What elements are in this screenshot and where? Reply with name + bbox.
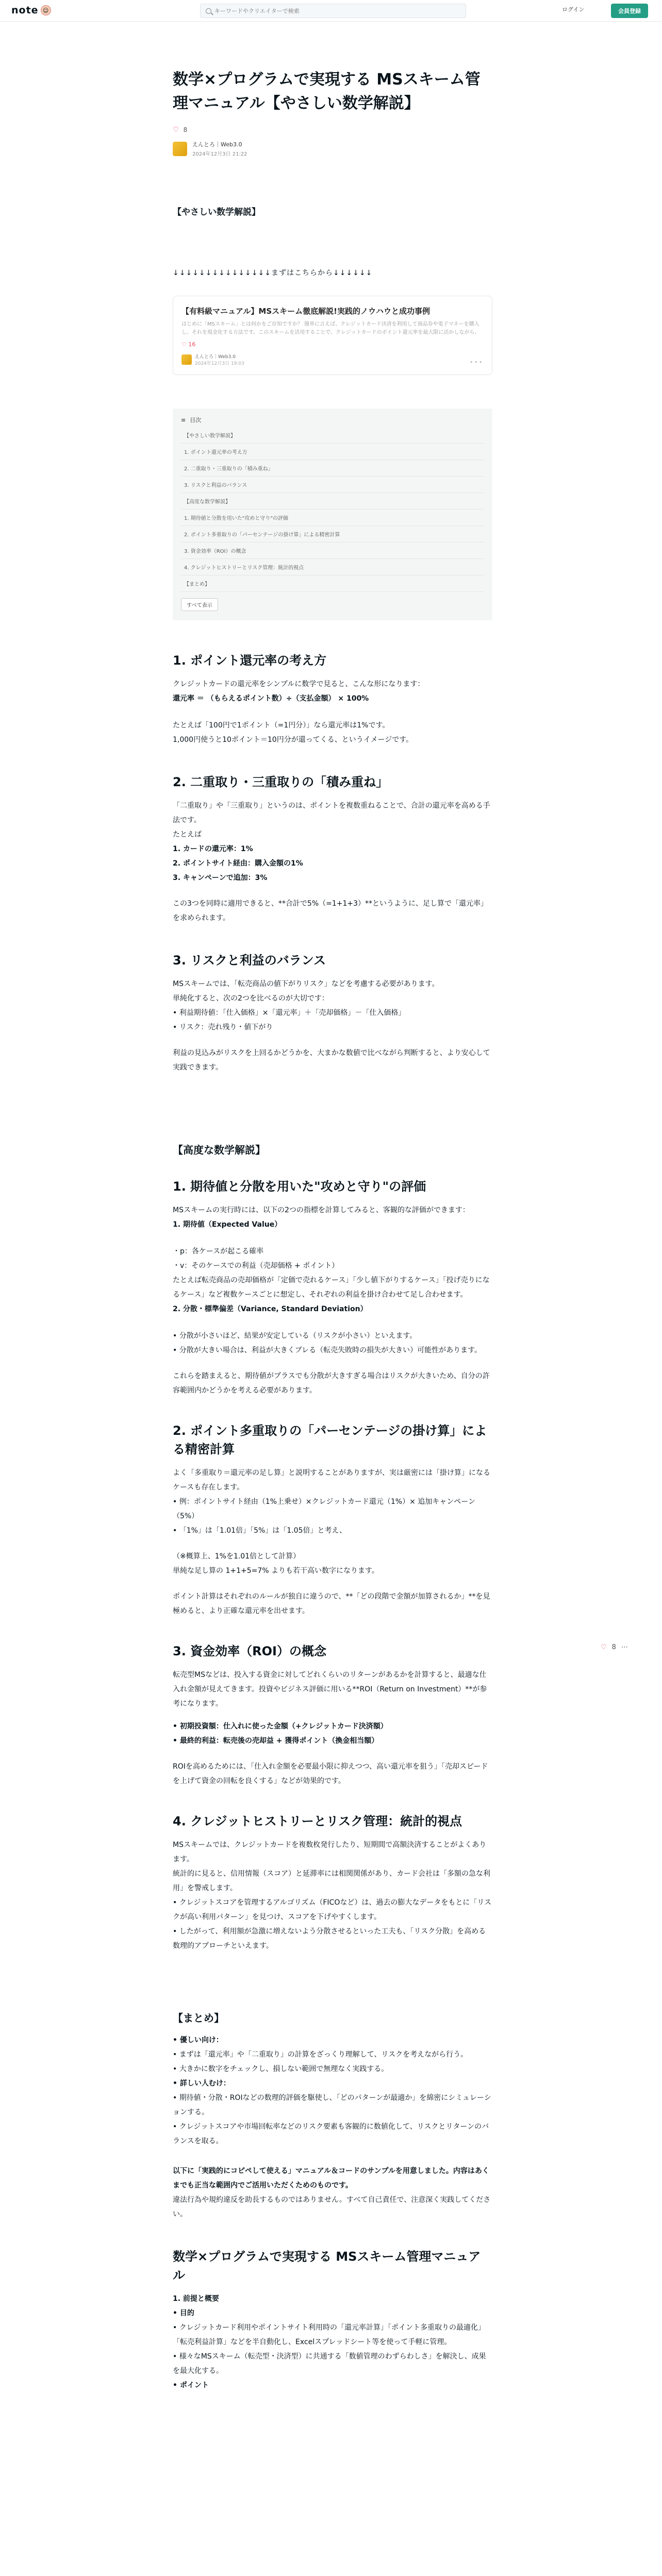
author-name[interactable]: えんとろ｜Web3.0	[192, 141, 242, 148]
paragraph: 違法行為や規約違反を助長するものではありません。すべて自己責任で、注意深く実践してください。	[173, 2196, 491, 2218]
list-item: • クレジットカード利用やポイントサイト利用時の「還元率計算」「ポイント多重取りの最適化」「転売利益計算」などを半自動化し、Excelスプレッドシート等を使って手軽に管理。	[173, 2324, 485, 2346]
signup-button[interactable]: 会員登録	[611, 4, 648, 18]
section-label: 【やさしい数学解説】	[173, 207, 260, 217]
list-item: 1. カードの還元率：1%	[173, 845, 253, 853]
more-icon[interactable]: •••	[470, 360, 484, 365]
paragraph: この3つを同時に適用できると、**合計で5%（=1+1+3）**というように、足し算で「還元率」を求められます。	[173, 900, 488, 922]
floating-action-rail	[601, 1643, 628, 1651]
search-box[interactable]	[200, 4, 466, 18]
section-label: 【まとめ】	[173, 2012, 224, 2024]
list-item: • 様々なMSスキーム（転売型・決済型）に共通する「数値管理のわずらわしさ」を解決し、成果を最大化する。	[173, 2352, 486, 2375]
list-item: • 例：ポイントサイト経由（1%上乗せ）×クレジットカード還元（1%）× 追加キャンペーン（5%）	[173, 1498, 476, 1520]
toc-item[interactable]: 1. ポイント還元率の考え方	[181, 444, 484, 460]
section-label: 【高度な数学解説】	[173, 1144, 266, 1156]
paragraph: たとえば転売商品の売却価格が「定価で売れるケース」「少し値下がりするケース」「投げ売りになるケース」など複数ケースごとに想定し、それぞれの利益を掛け合わせて足し合わせます。	[173, 1276, 490, 1299]
section-heading: 3. 資金効率（ROI）の概念	[173, 1644, 326, 1658]
paragraph: MSスキームの実行時には、以下の2つの指標を計算してみると、客観的な評価ができます：	[173, 1206, 470, 1214]
paragraph: MSスキームでは、「転売商品の値下がりリスク」などを考慮する必要があります。	[173, 980, 439, 988]
toc-item[interactable]: 3. 資金効率（ROI）の概念	[181, 543, 484, 559]
toc-item[interactable]: 1. 期待値と分散を用いた"攻めと守り"の評価	[181, 510, 484, 526]
paragraph: クレジットカードの還元率をシンプルに数学で見ると、こんな形になります：	[173, 680, 425, 688]
search-input[interactable]	[214, 8, 452, 14]
list-item: 2. ポイントサイト経由：購入金額の1%	[173, 859, 303, 868]
section-heading: 2. ポイント多重取りの「パーセンテージの掛け算」による精密計算	[173, 1423, 487, 1456]
embed-avatar	[181, 354, 192, 365]
subheading: 2. 分散・標準偏差（Variance, Standard Deviation）	[173, 1305, 368, 1313]
toc-item[interactable]: 2. 二重取り・三重取りの「積み重ね」	[181, 460, 484, 477]
toc-item[interactable]: 【高度な数学解説】	[181, 493, 484, 510]
author-block[interactable]	[173, 140, 492, 157]
toc-header	[181, 416, 484, 427]
paragraph: これらを踏まえると、期待値がプラスでも分散が大きすぎる場合はリスクが大きいため、自分の許容範囲内かどうかを考える必要があります。	[173, 1372, 490, 1395]
list-item: • クレジットスコアや市場回転率などのリスク要素も客観的に数値化して、リスクとリターンのバランスを取る。	[173, 2123, 489, 2145]
list-item: • 初期投資額：仕入れに使った金額（+クレジットカード決済額）	[173, 1722, 388, 1731]
section-heading: 3. リスクと利益のバランス	[173, 953, 326, 968]
paragraph: 統計的に見ると、信用情報（スコア）と延滞率には相関関係があり、カード会社は「多額の急な利用」を警戒します。	[173, 1870, 490, 1892]
section-heading: 4. クレジットヒストリーとリスク管理：統計的視点	[173, 1814, 462, 1828]
paragraph: ポイント計算はそれぞれのルールが独自に違うので、**「どの段階で金額が加算されるか」**を見極めると、より正確な還元率を出せます。	[173, 1592, 490, 1615]
logo-text: note	[11, 5, 39, 16]
heart-icon[interactable]: ♡	[601, 1643, 607, 1651]
paragraph: 単純な足し算の 1+1+5=7% よりも若干高い数字になります。	[173, 1567, 379, 1575]
paragraph: 1,000円使うと10ポイント＝10円分が還ってくる、というイメージです。	[173, 736, 413, 744]
list-item: • リスク：売れ残り・値下がり	[173, 1023, 273, 1031]
formula: 還元率 ＝ （もらえるポイント数）÷（支払金額） × 100%	[173, 694, 369, 703]
section-heading: 1. 期待値と分散を用いた"攻めと守り"の評価	[173, 1179, 426, 1194]
arrow-line: ↓↓↓↓↓↓↓↓↓↓↓↓↓↓↓まずはこちらから↓↓↓↓↓↓	[173, 269, 373, 277]
list-item: • 利益期待値：「仕入価格」×「還元率」＋「売却価格」－「仕入価格」	[173, 1009, 406, 1017]
toc-item[interactable]: 3. リスクと利益のバランス	[181, 477, 484, 493]
subheading: • 詳しい人むけ：	[173, 2079, 230, 2088]
toc-item[interactable]: 【やさしい数学解説】	[181, 427, 484, 444]
paragraph: 転売型MSなどは、投入する資金に対してどれくらいのリターンがあるかを計算すると、最適な仕入れ金額が見えてきます。投資やビジネス評価に用いる**ROI（Return on Investment）**が参考になります。	[173, 1671, 487, 1708]
paragraph: 単純化すると、次の2つを比べるのが大切です：	[173, 994, 329, 1003]
show-all-button[interactable]: すべて表示	[181, 598, 218, 611]
paragraph: ROIを高めるためには、「仕入れ金額を必要最小限に抑えつつ、高い還元率を狙う」「売却スピードを上げて資金の回転を良くする」などが効果的です。	[173, 1762, 488, 1785]
toc-item[interactable]: 4. クレジットヒストリーとリスク管理：統計的視点	[181, 559, 484, 575]
list-item: • 大きかに数字をチェックし、損しない範囲で無理なく実践する。	[173, 2065, 389, 2073]
list-item: • クレジットスコアを管理するアルゴリズム（FICOなど）は、過去の膨大なデータをもとに「リスクが高い利用パターン」を見つけ、スコアを下げやすくします。	[173, 1899, 492, 1921]
embed-description: はじめに「MSスキーム」とは何かをご存知ですか？ 簡単に言えば、クレジットカード決済を利用して商品券や電子マネーを購入し、それを現金化する方法です。このスキームを活用することで、クレジットカードのポイント還元率を最大限に活かしながら、	[181, 321, 480, 335]
embedded-article-card[interactable]	[173, 296, 492, 375]
list-icon: ≡	[181, 416, 186, 423]
paragraph: 「二重取り」や「三重取り」というのは、ポイントを複数重ねることで、合計の還元率を高める手法です。	[173, 802, 490, 824]
paragraph: MSスキームでは、クレジットカードを複数枚発行したり、短期間で高額決済することがよくあります。	[173, 1841, 487, 1863]
more-icon[interactable]: ⋯	[621, 1643, 628, 1651]
search-icon	[206, 8, 211, 14]
subheading: 1. 前提と概要	[173, 2295, 219, 2303]
author-avatar[interactable]	[173, 142, 187, 156]
heart-icon[interactable]: ♡	[173, 126, 179, 134]
login-button[interactable]: ログイン	[562, 6, 585, 13]
subheading: 1. 期待値（Expected Value）	[173, 1221, 282, 1229]
paragraph: 以下に「実践的にコピペして使える」マニュアル＆コードのサンプルを用意しました。内容はあくまでも正当な範囲内でご活用いただくためのものです。	[173, 2167, 489, 2190]
list-item: • 最終的利益：転売後の売却益 + 獲得ポイント（換金相当額）	[173, 1737, 379, 1745]
note-logo[interactable]	[11, 5, 51, 16]
subheading: • 目的	[173, 2309, 194, 2317]
list-item: ・v：そのケースでの利益（売却価格 + ポイント）	[173, 1262, 339, 1270]
list-item: • まずは「還元率」や「二重取り」の計算をざっくり理解して、リスクを考えながら行う。	[173, 2050, 468, 2059]
embed-author	[181, 353, 244, 366]
paragraph: たとえば	[173, 831, 202, 839]
like-count: 8	[183, 126, 188, 133]
top-navigation-bar	[0, 0, 662, 22]
like-row	[173, 126, 492, 134]
article-title: 数学×プログラムで実現する MSスキーム管理マニュアル【やさしい数学解説】	[173, 71, 481, 112]
list-item: • 分散が大きい場合は、利益が大きくブレる（転売失敗時の損失が大きい）可能性があります。	[173, 1346, 482, 1354]
embed-like-count: 16	[188, 341, 196, 348]
embed-title[interactable]: 【有料級マニュアル】MSスキーム徹底解説!実践的ノウハウと成功事例	[181, 307, 430, 316]
list-item: 3. キャンペーンで追加：3%	[173, 874, 268, 882]
article-body	[173, 22, 492, 2393]
section-title: 数学×プログラムで実現する MSスキーム管理マニュアル	[173, 2249, 481, 2282]
list-item: • 「1%」は「1.01倍」「5%」は「1.05倍」と考え、	[173, 1527, 347, 1535]
list-item: • したがって、利用額が急激に増えないよう分散させるといった工夫も、「リスク分散」を高める数理的アプローチといえます。	[173, 1927, 486, 1950]
section-heading: 2. 二重取り・三重取りの「積み重ね」	[173, 775, 389, 789]
toc-item[interactable]: 2. ポイント多重取りの「パーセンテージの掛け算」による精密計算	[181, 526, 484, 543]
list-item: • 分散が小さいほど、結果が安定している（リスクが小さい）といえます。	[173, 1332, 417, 1340]
paragraph: （※概算上、1%を1.01倍として計算）	[173, 1552, 301, 1561]
rail-like-count: 8	[611, 1643, 616, 1651]
subheading: • ポイント	[173, 2381, 209, 2389]
embed-like-row: ♡ 16	[181, 341, 196, 348]
list-item: • 期待値・分散・ROIなどの数理的評価を駆使し、「どのパターンが最適か」を綿密にシミュレーションする。	[173, 2094, 491, 2116]
publish-date: 2024年12月3日 21:22	[192, 151, 247, 157]
toc-item[interactable]: 【まとめ】	[181, 575, 484, 592]
paragraph: 利益の見込みがリスクを上回るかどうかを、大まかな数値で比べながら判断すると、より安心して実践できます。	[173, 1049, 490, 1072]
table-of-contents	[173, 409, 492, 620]
list-item: ・p：各ケースが起こる確率	[173, 1247, 264, 1256]
embed-date: 2024年12月3日 19:03	[195, 361, 244, 366]
paragraph: たとえば「100円で1ポイント（=1円分）」なら還元率は1%です。	[173, 721, 390, 730]
paragraph: よく「多重取り＝還元率の足し算」と説明することがありますが、実は厳密には「掛け算」になるケースも存在します。	[173, 1469, 490, 1492]
toc-heading: 目次	[190, 417, 202, 423]
embed-author-name: えんとろ｜Web3.0	[195, 354, 236, 360]
mascot-icon: ☺	[41, 5, 51, 15]
section-heading: 1. ポイント還元率の考え方	[173, 653, 327, 668]
subheading: • 優しい向け：	[173, 2036, 223, 2044]
